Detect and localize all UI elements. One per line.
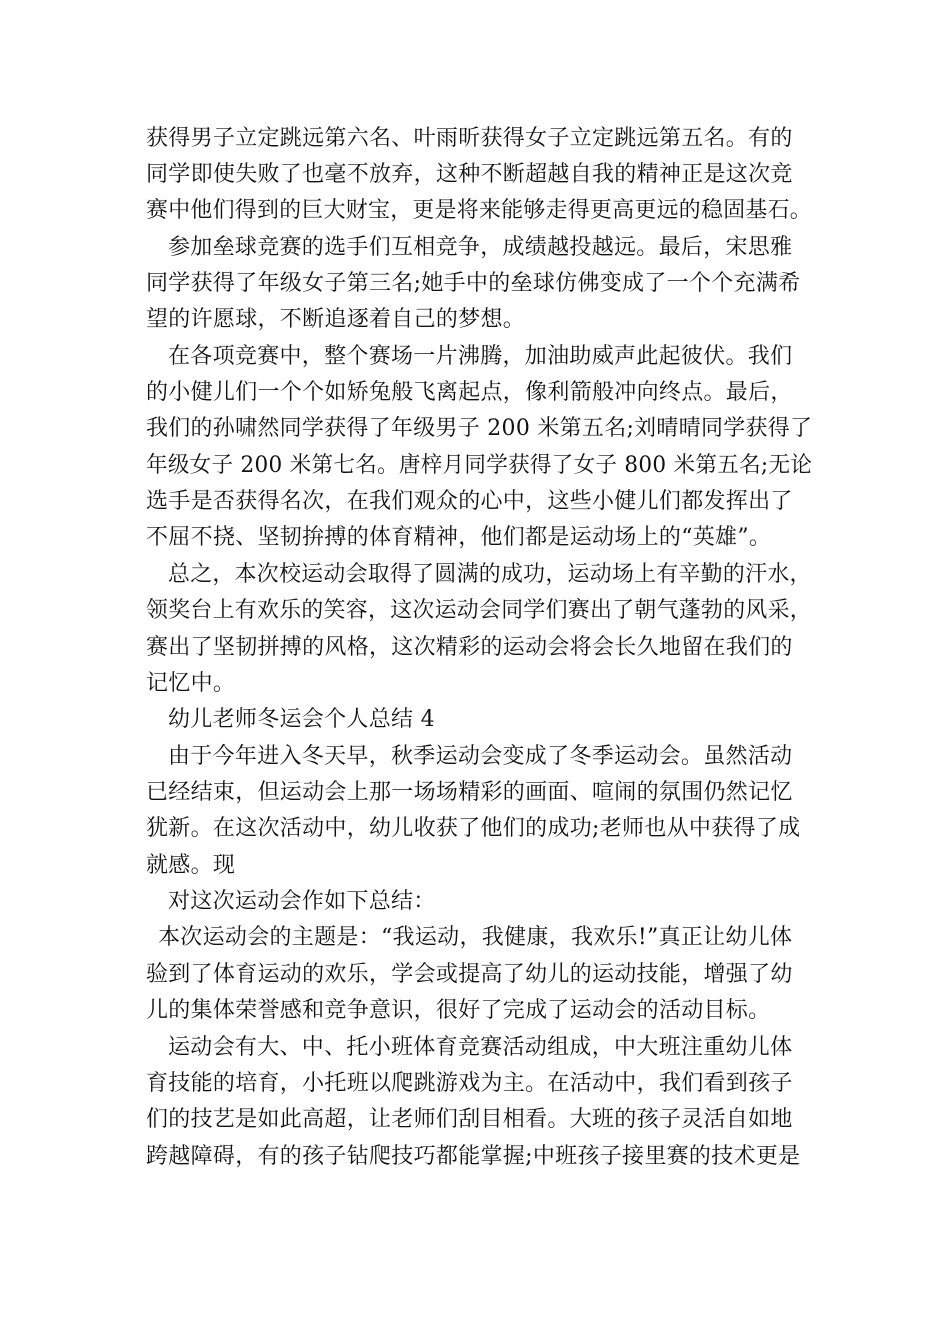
- paragraph-start-line: 在各项竞赛中，整个赛场一片沸腾，加油助威声此起彼伏。我们: [168, 344, 793, 369]
- text-line: 赛中他们得到的巨大财宝，更是将来能够走得更高更远的稳固基石。: [146, 198, 813, 223]
- text-line: 验到了体育运动的欢乐，学会或提高了幼儿的运动技能，增强了幼: [146, 962, 793, 987]
- paragraph-start-line: 运动会有大、中、托小班体育竞赛活动组成，中大班注重幼儿体: [168, 1035, 793, 1060]
- paragraph-start-line: 本次运动会的主题是：“我运动，我健康，我欢乐!”真正让幼儿体: [158, 925, 793, 950]
- text-line: 望的许愿球，不断追逐着自己的梦想。: [146, 307, 526, 332]
- text-line: 就感。现: [146, 853, 236, 878]
- text-line: 记忆中。: [146, 671, 236, 696]
- text-line: 跨越障碍，有的孩子钻爬技巧都能掌握;中班孩子接里赛的技术更是: [146, 1144, 801, 1169]
- paragraph-start-line: 对这次运动会作如下总结：: [168, 889, 436, 914]
- text-line: 的小健儿们一个个如矫兔般飞离起点，像利箭般冲向终点。最后，: [146, 380, 793, 405]
- text-line: 不屈不挠、坚韧拚搏的体育精神，他们都是运动场上的“英雄”。: [146, 525, 772, 550]
- text-line: 们的技艺是如此高超，让老师们刮目相看。大班的孩子灵活自如地: [146, 1107, 793, 1132]
- text-line: 领奖台上有欢乐的笑容，这次运动会同学们赛出了朝气蓬勃的风采，: [146, 598, 813, 623]
- paragraph-start-line: 参加垒球竞赛的选手们互相竞争，成绩越投越远。最后，宋思雅: [168, 235, 793, 260]
- text-line: 同学获得了年级女子第三名;她手中的垒球仿佛变成了一个个充满希: [146, 271, 801, 296]
- text-line: 年级女子 200 米第七名。唐梓月同学获得了女子 800 米第五名;无论: [146, 453, 813, 478]
- section-heading: 幼儿老师冬运会个人总结 4: [168, 707, 435, 732]
- text-line: 选手是否获得名次，在我们观众的心中，这些小健儿们都发挥出了: [146, 489, 793, 514]
- paragraph-start-line: 总之，本次校运动会取得了圆满的成功，运动场上有辛勤的汗水，: [168, 562, 812, 587]
- text-line: 犹新。在这次活动中，幼儿收获了他们的成功;老师也从中获得了成: [146, 816, 801, 841]
- text-line: 我们的孙啸然同学获得了年级男子 200 米第五名;刘晴晴同学获得了: [146, 416, 813, 441]
- text-line: 同学即使失败了也毫不放弃，这种不断超越自我的精神正是这次竞: [146, 162, 793, 187]
- text-line: 赛出了坚韧拼搏的风格，这次精彩的运动会将会长久地留在我们的: [146, 635, 793, 660]
- text-line: 获得男子立定跳远第六名、叶雨昕获得女子立定跳远第五名。有的: [146, 126, 793, 151]
- text-line: 已经结束，但运动会上那一场场精彩的画面、喧闹的氛围仍然记忆: [146, 780, 793, 805]
- paragraph-start-line: 由于今年进入冬天早，秋季运动会变成了冬季运动会。虽然活动: [168, 744, 793, 769]
- text-line: 育技能的培育，小托班以爬跳游戏为主。在活动中，我们看到孩子: [146, 1071, 793, 1096]
- text-line: 儿的集体荣誉感和竞争意识，很好了完成了运动会的活动目标。: [146, 998, 771, 1023]
